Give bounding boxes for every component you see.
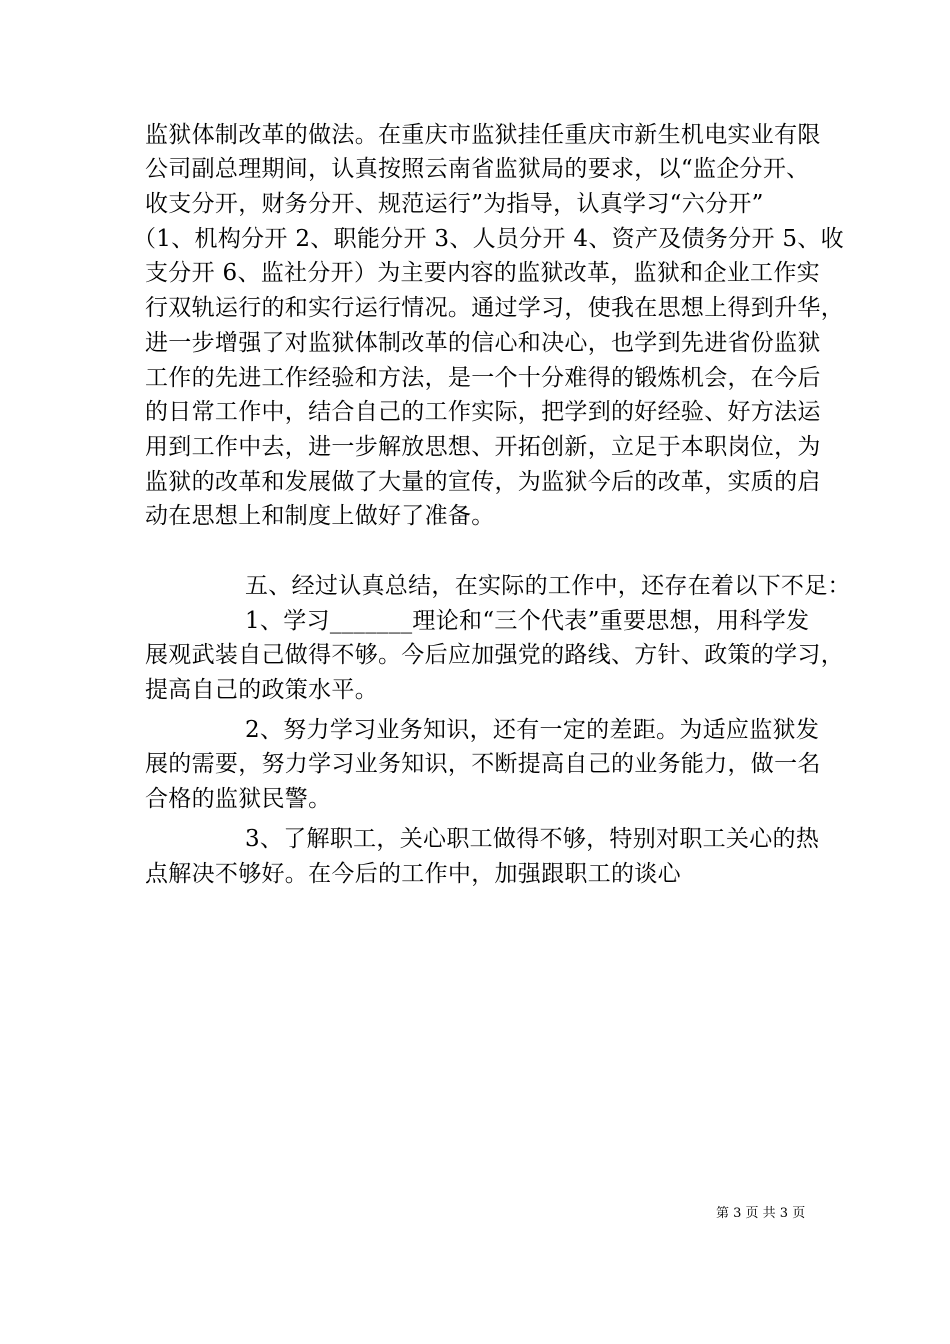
item-2-line-3: 合格的监狱民警。 <box>145 786 332 812</box>
item-2-line-2: 展的需要，努力学习业务知识，不断提高自己的业务能力，做一名 <box>145 751 821 777</box>
body-line-8: 工作的先进工作经验和方法，是一个十分难得的锻炼机会，在今后 <box>145 365 821 391</box>
item-1-line-3: 提高自己的政策水平。 <box>145 677 378 703</box>
item-2-line-1: 2、努力学习业务知识，还有一定的差距。为适应监狱发 <box>245 717 820 743</box>
body-line-10: 用到工作中去，进一步解放思想、开拓创新，立足于本职岗位，为 <box>145 434 821 460</box>
page-number-footer: 第 3 页 共 3 页 <box>716 1206 806 1221</box>
item-3-line-2: 点解决不够好。在今后的工作中，加强跟职工的谈心 <box>145 861 681 887</box>
item-1-line-1: 1、学习_______理论和“三个代表”重要思想，用科学发 <box>245 608 810 634</box>
body-line-5: 支分开 6、监社分开）为主要内容的监狱改革，监狱和企业工作实 <box>145 260 820 286</box>
body-line-11: 监狱的改革和发展做了大量的宣传，为监狱今后的改革，实质的启 <box>145 469 821 495</box>
body-line-9: 的日常工作中，结合自己的工作实际，把学到的好经验、好方法运 <box>145 399 821 425</box>
body-line-12: 动在思想上和制度上做好了准备。 <box>145 503 495 529</box>
body-line-3: 收支分开，财务分开、规范运行”为指导，认真学习“六分开” <box>145 191 764 217</box>
item-3-line-1: 3、了解职工，关心职工做得不够，特别对职工关心的热 <box>245 826 820 852</box>
item-1-line-2: 展观武装自己做得不够。今后应加强党的路线、方针、政策的学习， <box>145 642 844 668</box>
section-heading-shortcomings: 五、经过认真总结，在实际的工作中，还存在着以下不足： <box>245 573 851 599</box>
body-line-2: 公司副总理期间，认真按照云南省监狱局的要求，以“监企分开、 <box>145 156 810 182</box>
body-line-6: 行双轨运行的和实行运行情况。通过学习，使我在思想上得到升华， <box>145 295 844 321</box>
body-line-4: （1、机构分开 2、职能分开 3、人员分开 4、资产及债务分开 5、收 <box>133 226 844 252</box>
body-line-7: 进一步增强了对监狱体制改革的信心和决心，也学到先进省份监狱 <box>145 330 821 356</box>
body-line-1: 监狱体制改革的做法。在重庆市监狱挂任重庆市新生机电实业有限 <box>145 122 821 148</box>
